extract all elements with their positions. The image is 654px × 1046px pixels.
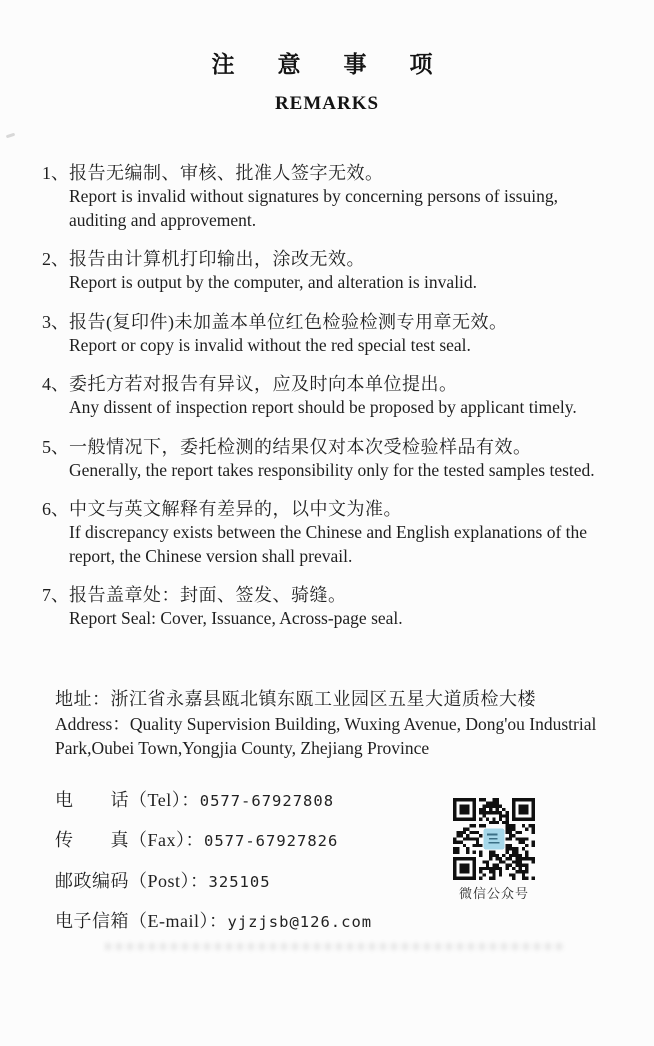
remark-item-5 [42, 435, 620, 483]
email-value: yjzjsb@126.com [227, 913, 373, 931]
tel-value: 0577-67927808 [199, 791, 335, 810]
fax-row [55, 826, 654, 849]
item-number: 6、 [42, 499, 69, 519]
item-chinese-text: 委托方若对报告有异议，应及时向本单位提出。 [69, 374, 458, 394]
page-bleed-artifact [105, 943, 565, 950]
post-value: 325105 [208, 872, 271, 891]
item-number: 1、 [42, 163, 69, 183]
item-number: 3、 [42, 311, 69, 332]
email-row [55, 907, 654, 930]
remarks-page [0, 46, 654, 1046]
remark-item-3 [42, 310, 620, 358]
qr-caption: 微信公众号 [458, 886, 529, 901]
fax-label: 传 真（Fax）： [55, 830, 204, 850]
item-english-text: Report or copy is invalid without the red special test seal. [69, 334, 471, 355]
item-english-text: Generally, the report takes responsibility only for the tested samples tested. [69, 459, 595, 480]
page-title: 注 意 事 项 [211, 52, 443, 77]
item-number: 5、 [42, 436, 69, 457]
item-english-text: Report Seal: Cover, Issuance, Across-page seal. [69, 608, 403, 628]
wechat-qr-block [450, 798, 538, 902]
contact-block [55, 786, 654, 931]
item-chinese-text: 报告(复印件)未加盖本单位红色检验检测专用章无效。 [69, 311, 508, 332]
remark-item-4 [42, 372, 620, 420]
item-number: 2、 [42, 249, 69, 269]
post-label: 邮政编码（Post）： [55, 870, 209, 891]
item-chinese-text: 报告盖章处：封面、签发、骑缝。 [69, 585, 347, 605]
item-chinese-text: 一般情况下，委托检测的结果仅对本次受检验样品有效。 [69, 436, 532, 457]
item-english-text: Any dissent of inspection report should be proposed by applicant timely. [69, 397, 577, 417]
address-english: Address：Quality Supervision Building, Wuxing Avenue, Dong'ou Industrial Park,Oubei Town,Yongjia County, Zhejiang Province [55, 713, 597, 758]
item-number: 4、 [42, 374, 69, 394]
qr-code-icon [453, 798, 535, 880]
post-row [55, 867, 654, 890]
remark-item-6 [42, 497, 620, 568]
tel-row [55, 786, 654, 809]
item-english-text: If discrepancy exists between the Chinese and English explanations of the report, the Chinese version shall prevail. [69, 522, 588, 566]
fax-value: 0577-67927826 [204, 832, 339, 850]
item-english-text: Report is output by the computer, and alteration is invalid. [69, 272, 478, 292]
scan-speck-artifact [6, 133, 15, 139]
email-label: 电子信箱（E-mail）： [55, 911, 228, 931]
item-chinese-text: 报告无编制、审核、批准人签字无效。 [69, 163, 384, 183]
remark-item-2 [42, 247, 620, 295]
item-chinese-text: 报告由计算机打印输出，涂改无效。 [69, 249, 365, 269]
remarks-list [42, 161, 620, 631]
remark-item-7 [42, 583, 620, 631]
item-english-text: Report is invalid without signatures by concerning persons of issuing, auditing and approvement. [69, 186, 558, 230]
address-chinese: 地址：浙江省永嘉县瓯北镇东瓯工业园区五星大道质检大楼 [55, 688, 536, 709]
remark-item-1 [42, 161, 620, 232]
tel-label: 电 话（Tel）： [55, 789, 200, 810]
item-number: 7、 [42, 585, 69, 605]
page-subtitle: REMARKS [274, 93, 380, 114]
address-block [55, 687, 614, 760]
item-chinese-text: 中文与英文解释有差异的，以中文为准。 [69, 499, 402, 519]
